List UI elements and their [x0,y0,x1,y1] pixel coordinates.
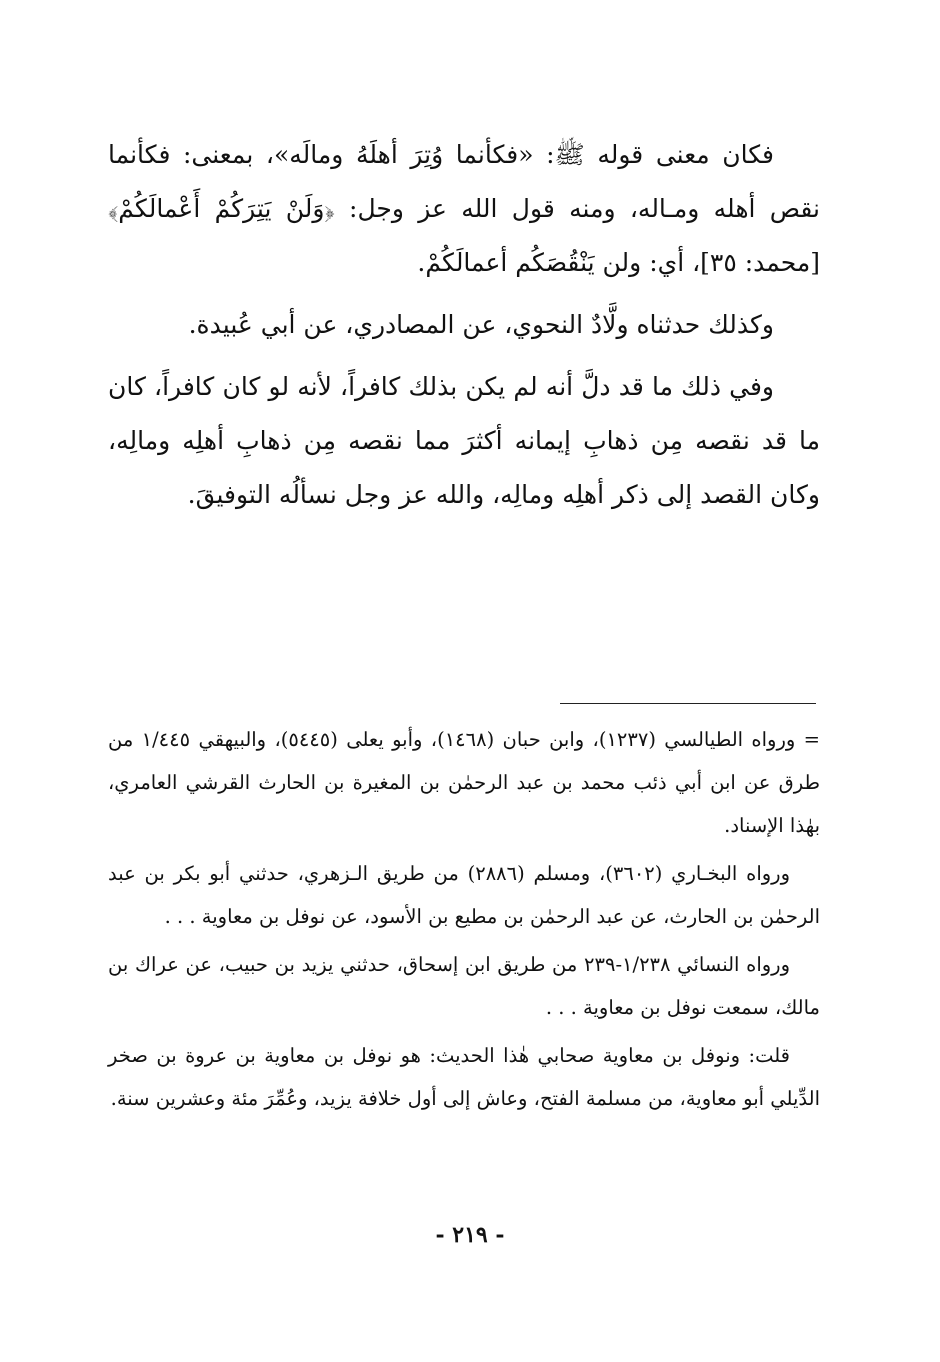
footnote-separator [560,703,816,704]
footnotes-block [108,718,820,1125]
main-paragraph-1: فكان معنى قوله ﷺ: «فكأنما وُتِرَ أهلَهُ ومالَه»، بمعنى: فكأنما نقص أهله ومـاله، ومنه قول الله عز وجل: ﴿وَلَنْ يَتِرَكُمْ أَعْمالَكُمْ﴾ [محمد: ٣٥]، أي: ولن يَنْقُصَكُم أعمالَكُمْ. [108,140,820,277]
main-paragraph-2: وكذلك حدثناه ولَّادٌ النحوي، عن المصادري، عن أبي عُبيدة. [188,310,774,339]
footnote-paragraph-1: = ورواه الطيالسي (١٢٣٧)، وابن حبان (١٤٦٨)، وأبو يعلى (٥٤٤٥)، والبيهقي ١/٤٤٥ من طرق عن ابن أبي ذئب محمد بن عبد الرحمٰن بن المغيرة بن الحارث القرشي العامري، بهٰذا الإسناد. [108,728,820,837]
page-number: - ٢١٩ - [435,1222,505,1248]
main-paragraph-3: وفي ذلك ما قد دلَّ أنه لم يكن بذلك كافراً، لأنه لو كان كافراً، كان ما قد نقصه مِن ذهابِ إيمانه أكثرَ مما نقصه مِن ذهابِ أهلِه ومالِه، وكان القصد إلى ذكر أهلِه ومالِه، والله عز وجل نسألُه التوفيقَ. [108,372,820,509]
footnote-paragraph-4: قلت: ونوفل بن معاوية صحابي هٰذا الحديث: هو نوفل بن معاوية بن عروة بن صخر الدِّيلي أبو معاوية، من مسلمة الفتح، وعاش إلى أول خلافة يزيد، وعُمِّرَ مئة وعشرين سنة. [108,1044,820,1110]
footnote-paragraph-3: ورواه النسائي ١/٢٣٨-٢٣٩ من طريق ابن إسحاق، حدثني يزيد بن حبيب، عن عراك بن مالك، سمعت نوفل بن معاوية . . . [108,953,820,1019]
main-text-block [108,128,820,530]
footnote-paragraph-2: ورواه البخـاري (٣٦٠٢)، ومسلم (٢٨٨٦) من طريق الـزهري، حدثني أبو بكر بن عبد الرحمٰن بن الحارث، عن عبد الرحمٰن بن مطيع بن الأسود، عن نوفل بن معاوية . . . [108,862,820,928]
